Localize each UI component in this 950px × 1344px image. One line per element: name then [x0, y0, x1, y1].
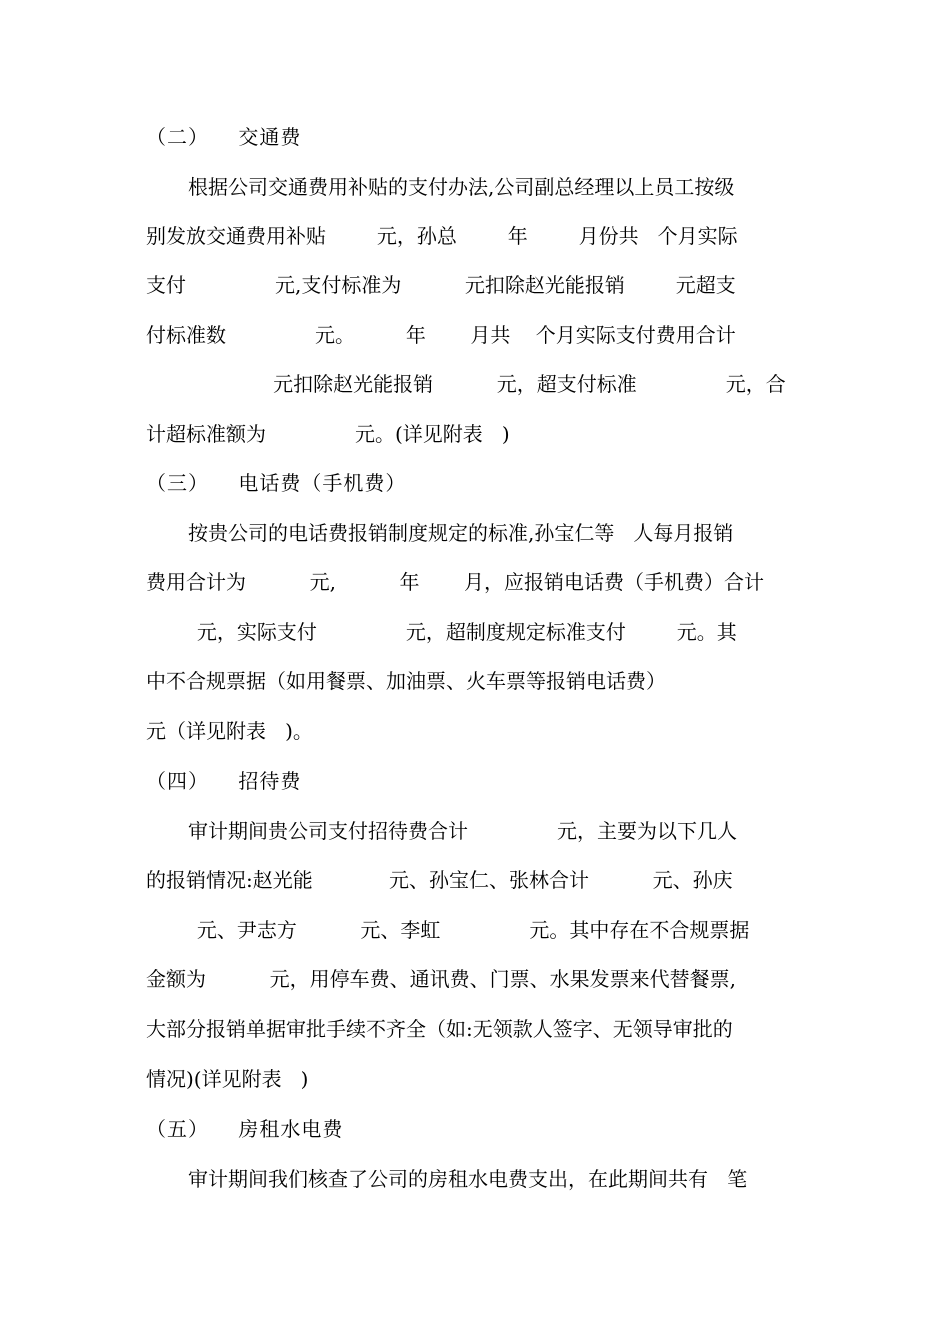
entertainment-line-5: 大部分报销单据审批手续不齐全（如:无领款人签字、无领导审批的 — [146, 1017, 733, 1041]
section-heading-entertainment: （四） 招待费 — [146, 769, 302, 793]
transport-line-2: 别发放交通费用补贴 元，孙总 年 月份共 个月实际 — [146, 224, 738, 248]
phone-line-4: 中不合规票据（如用餐票、加油票、火车票等报销电话费） — [146, 669, 666, 693]
entertainment-line-3: 元、尹志方 元、李虹 元。其中存在不合规票据 — [146, 918, 750, 942]
entertainment-line-1: 审计期间贵公司支付招待费合计 元，主要为以下几人 — [188, 819, 738, 843]
entertainment-line-6: 情况)(详见附表 ) — [146, 1067, 309, 1091]
rent-line-1: 审计期间我们核查了公司的房租水电费支出，在此期间共有 笔 — [188, 1167, 748, 1191]
transport-line-3: 支付 元,支付标准为 元扣除赵光能报销 元超支 — [146, 273, 736, 297]
transport-line-4: 付标准数 元。 年 月共 个月实际支付费用合计 — [146, 323, 736, 347]
entertainment-line-2: 的报销情况:赵光能 元、孙宝仁、张林合计 元、孙庆 — [146, 868, 733, 892]
phone-line-1: 按贵公司的电话费报销制度规定的标准,孙宝仁等 人每月报销 — [188, 521, 734, 545]
transport-line-1: 根据公司交通费用补贴的支付办法,公司副总经理以上员工按级 — [188, 175, 735, 199]
section-heading-rent-utilities: （五） 房租水电费 — [146, 1117, 344, 1141]
phone-line-3: 元，实际支付 元，超制度规定标准支付 元。其 — [146, 620, 737, 644]
section-heading-transport: （二） 交通费 — [146, 125, 302, 149]
transport-line-5: 元扣除赵光能报销 元，超支付标准 元，合 — [146, 372, 786, 396]
phone-line-5: 元（详见附表 )。 — [146, 719, 313, 743]
phone-line-2: 费用合计为 元, 年 月，应报销电话费（手机费）合计 — [146, 570, 765, 594]
transport-line-6: 计超标准额为 元。(详见附表 ) — [146, 422, 510, 446]
section-heading-phone: （三） 电话费（手机费） — [146, 471, 407, 495]
entertainment-line-4: 金额为 元，用停车费、通讯费、门票、水果发票来代替餐票, — [146, 967, 736, 991]
